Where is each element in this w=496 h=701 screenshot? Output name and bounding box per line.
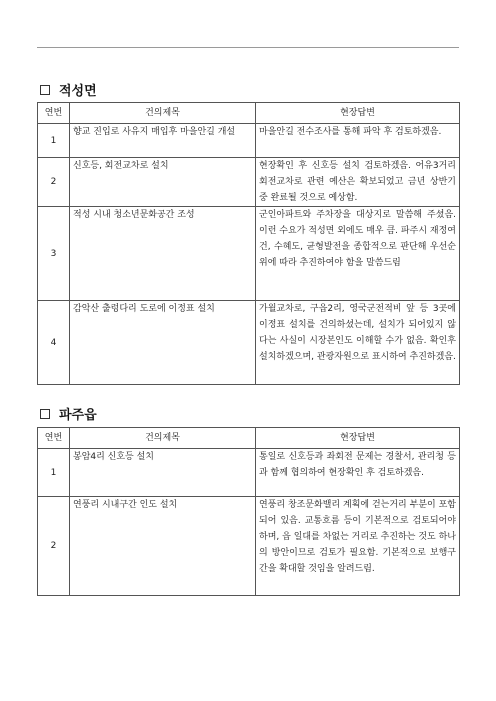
row-title: 감악산 출렁다리 도로에 이정표 설치 <box>70 301 256 385</box>
table-row <box>38 449 460 497</box>
table-row <box>38 124 460 158</box>
suggestion-table-1 <box>37 102 460 385</box>
row-title: 향교 진입로 사유지 매입후 마을안길 개설 <box>70 124 256 158</box>
header-title: 건의제목 <box>70 428 256 449</box>
section-title-2 <box>40 404 97 423</box>
table-row <box>38 497 460 596</box>
row-number: 2 <box>38 158 70 207</box>
table-row <box>38 207 460 301</box>
top-divider <box>37 47 459 48</box>
suggestion-table-2 <box>37 427 460 596</box>
row-title: 봉암4리 신호등 설치 <box>70 449 256 497</box>
row-answer: 현장확인 후 신호등 설치 검토하겠음. 어유3거리 회전교차로 관련 예산은 확보되었고 금년 상반기 중 완료될 것으로 예상함. <box>256 158 460 207</box>
row-number: 1 <box>38 124 70 158</box>
row-number: 2 <box>38 497 70 596</box>
row-number: 3 <box>38 207 70 301</box>
section-title-text: 적성면 <box>59 84 97 99</box>
row-answer: 가월교차로, 구읍2리, 영국군전적비 앞 등 3곳에 이정표 설치를 건의하셨는데, 설치가 되어있지 않다는 사실이 시장본인도 이해할 수가 없음. 확인후 설치하겠으며, 관광자원으로 표시하여 추진하겠음. <box>256 301 460 385</box>
table-header-row <box>38 428 460 449</box>
section-title-1 <box>40 80 97 99</box>
table-row <box>38 158 460 207</box>
row-number: 4 <box>38 301 70 385</box>
row-answer: 통일로 신호등과 좌회전 문제는 경찰서, 관리청 등과 함께 협의하여 현장확인 후 검토하겠음. <box>256 449 460 497</box>
row-answer: 연풍리 창조문화밸리 계획에 걷는거리 부분이 포함되어 있음. 교통흐름 등이 기본적으로 검토되어야 하며, 읍 일대를 차없는 거리로 추진하는 것도 하나의 방안이므로 검토가 필요함. 기본적으로 보행구간을 확대할 것임을 알려드림. <box>256 497 460 596</box>
table-row <box>38 301 460 385</box>
checkbox-icon <box>40 85 50 95</box>
checkbox-icon <box>40 409 50 419</box>
section-title-text: 파주읍 <box>59 408 97 423</box>
row-answer: 군인아파트와 주차장을 대상지로 말씀해 주셨음. 이런 수요가 적성면 외에도 매우 큼. 파주시 재정여건, 수혜도, 균형발전을 종합적으로 판단해 우선순위에 따라 추진하여야 함을 말씀드림 <box>256 207 460 301</box>
row-title: 적성 시내 청소년문화공간 조성 <box>70 207 256 301</box>
header-number: 연번 <box>38 103 70 124</box>
row-title: 신호등, 회전교차로 설치 <box>70 158 256 207</box>
row-answer: 마을안길 전수조사를 통해 파악 후 검토하겠음. <box>256 124 460 158</box>
header-answer: 현장답변 <box>256 103 460 124</box>
row-title: 연풍리 시내구간 인도 설치 <box>70 497 256 596</box>
header-answer: 현장답변 <box>256 428 460 449</box>
header-title: 건의제목 <box>70 103 256 124</box>
table-header-row <box>38 103 460 124</box>
row-number: 1 <box>38 449 70 497</box>
header-number: 연번 <box>38 428 70 449</box>
